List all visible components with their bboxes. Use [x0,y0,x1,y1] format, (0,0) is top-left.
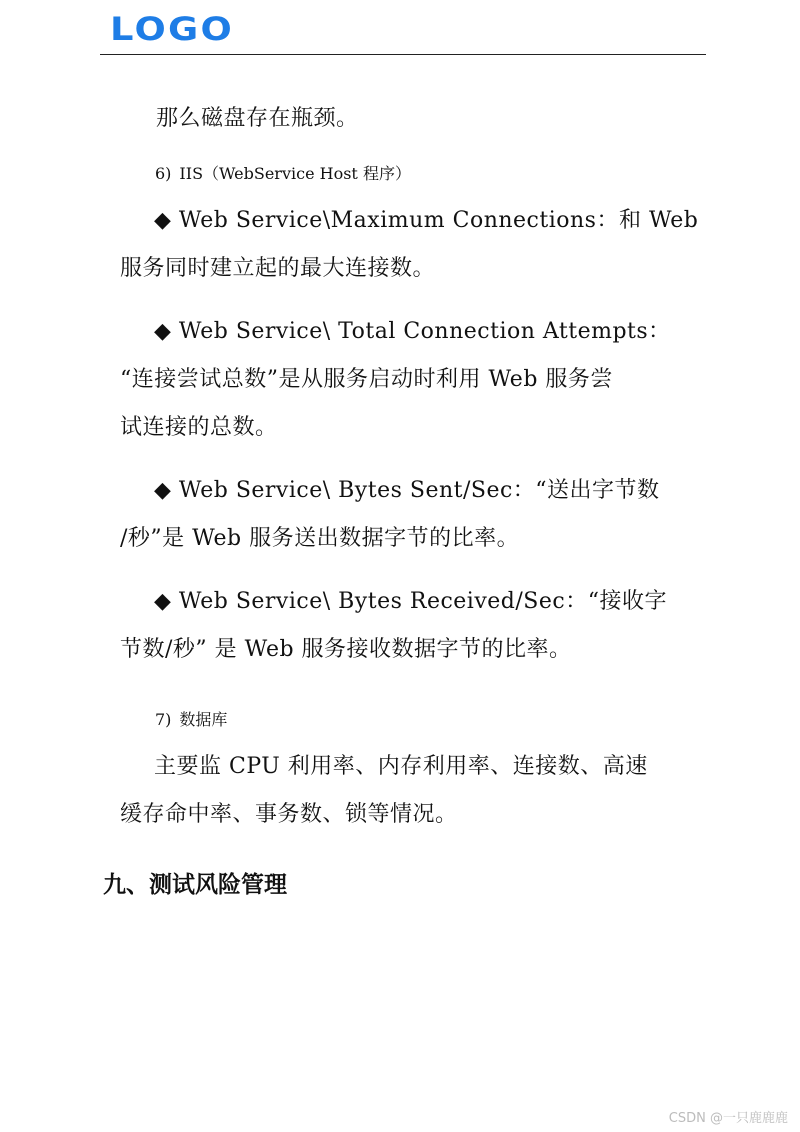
bullet-max-connections [120,197,699,293]
watermark: CSDN @一只鹿鹿鹿 [668,1111,788,1126]
paragraph-database [120,743,695,839]
bullet-bytes-received [120,578,695,674]
subheading-6-text: IIS（WebService Host 程序） [179,164,411,183]
bullet-total-connection-attempts [120,308,695,452]
bullet-1-line-1: ◆ Web Service\Maximum Connections：和 Web [154,208,699,233]
database-line-2: 缓存命中率、事务数、锁等情况。 [120,802,458,827]
subheading-7-text: 数据库 [179,710,228,729]
bullet-1-line-2: 服务同时建立起的最大连接数。 [120,256,436,281]
subheading-7-number: 7) [155,710,172,729]
paragraph-intro-text: 那么磁盘存在瓶颈。 [156,106,359,131]
bullet-3-line-1: ◆ Web Service\ Bytes Sent/Sec：“送出字节数 [154,478,660,503]
bullet-4-line-2: 节数/秒” 是 Web 服务接收数据字节的比率。 [120,637,572,662]
subheading-6-number: 6) [155,164,172,183]
bullet-2-line-3: 试连接的总数。 [120,415,278,440]
section-heading-9: 九、测试风险管理 [103,872,287,898]
subheading-6 [155,162,411,186]
bullet-2-line-1: ◆ Web Service\ Total Connection Attempts： [154,319,671,344]
database-line-1: 主要监 CPU 利用率、内存利用率、连接数、高速 [154,754,648,779]
paragraph-intro [120,95,695,143]
bullet-3-line-2: /秒”是 Web 服务送出数据字节的比率。 [120,526,520,551]
bullet-2-line-2: “连接尝试总数”是从服务启动时利用 Web 服务尝 [120,367,613,392]
header-rule [100,54,706,55]
bullet-4-line-1: ◆ Web Service\ Bytes Received/Sec：“接收字 [154,589,667,614]
subheading-7 [155,708,227,732]
bullet-bytes-sent [120,467,695,563]
logo: LOGO [110,10,235,48]
